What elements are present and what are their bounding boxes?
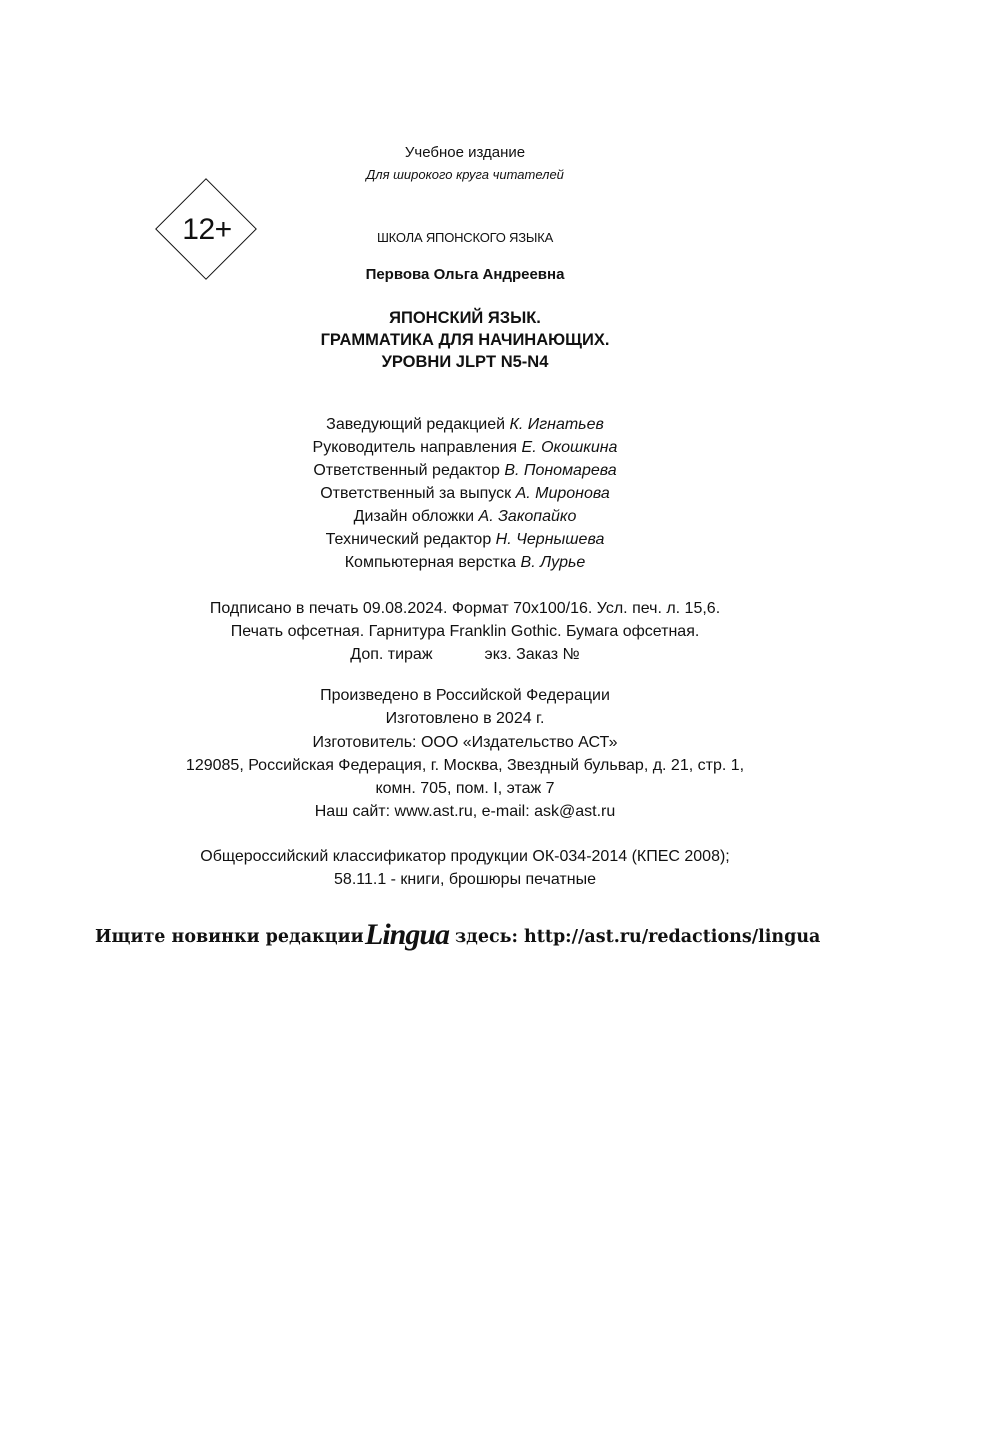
credit-name: Н. Чернышева [495,531,605,548]
product-classifier [0,845,930,891]
credit-role: Дизайн обложки [353,508,475,525]
credit-name: А. Закопайко [478,508,577,525]
credit-role: Ответственный редактор [313,462,500,479]
print-info-line: Подписано в печать 09.08.2024. Формат 70x100/16. Усл. печ. л. 15,6. [209,600,721,617]
age-rating-text: 12+ [182,213,232,246]
credit-name: Е. Окошкина [521,439,618,456]
manufacturer-line: Изготовитель: ООО «Издательство АСТ» [312,733,618,751]
title-line: ГРАММАТИКА ДЛЯ НАЧИНАЮЩИХ. [320,331,610,349]
credit-role: Заведующий редакцией [326,416,506,433]
promo-prefix: Ищите новинки редакции [95,927,364,947]
classifier-line: 58.11.1 - книги, брошюры печатные [334,871,596,888]
credit-line [0,413,930,436]
promo-suffix: здесь: http://ast.ru/redactions/lingua [455,927,821,947]
print-info-line: Печать офсетная. Гарнитура Franklin Gothic. Бумага офсетная. [230,623,700,640]
credit-name: А. Миронова [515,485,610,502]
audience-note: Для широкого круга читателей [366,167,564,182]
credit-role: Руководитель направления [312,439,518,456]
credit-line [0,528,930,551]
credit-line [0,436,930,459]
edition-type: Учебное издание [404,144,526,161]
manufacturer-line: комн. 705, пом. I, этаж 7 [375,780,555,798]
series-name: ШКОЛА ЯПОНСКОГО ЯЗЫКА [376,230,554,245]
manufacturer-line: Изготовлено в 2024 г. [385,710,545,728]
credit-name: К. Игнатьев [509,416,604,433]
credit-role: Ответственный за выпуск [320,485,512,502]
credit-name: В. Пономарева [504,462,617,479]
title-line: ЯПОНСКИЙ ЯЗЫК. [389,309,541,327]
manufacturer-line: 129085, Российская Федерация, г. Москва, Звездный бульвар, д. 21, стр. 1, [185,756,745,774]
credit-role: Технический редактор [325,531,492,548]
credit-line [0,459,930,482]
credit-line [0,551,930,574]
classifier-line: Общероссийский классификатор продукции ОК-034-2014 (КПЕС 2008); [200,848,730,865]
print-info-line [0,643,930,666]
credit-role: Компьютерная верстка [344,554,517,571]
credits-list [0,413,930,574]
credit-line [0,482,930,505]
title-line: УРОВНИ JLPT N5-N4 [381,353,549,371]
lingua-logo: Lingua [365,918,450,951]
extra-run-label: Доп. тираж [350,646,433,663]
manufacturer-line: Произведено в Российской Федерации [320,687,610,704]
credit-name: В. Лурье [520,554,586,571]
order-label: экз. Заказ № [484,646,580,663]
author-name: Первова Ольга Андреевна [365,266,565,283]
print-info [0,597,930,666]
credit-line [0,505,930,528]
manufacturer-info [0,684,930,824]
promo-line [95,918,855,958]
book-title [0,307,930,373]
manufacturer-line: Наш сайт: www.ast.ru, e-mail: ask@ast.ru [314,803,616,821]
